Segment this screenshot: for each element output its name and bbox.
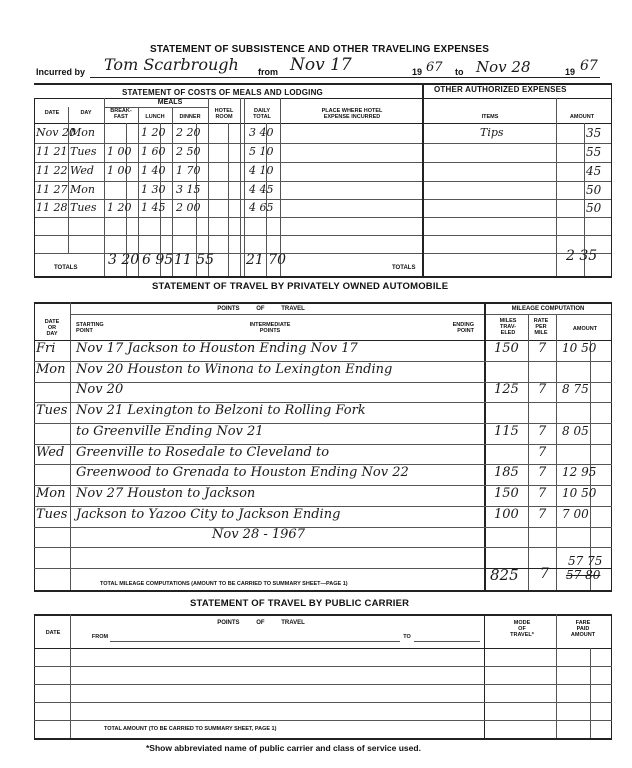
auto-day[interactable]: Fri	[36, 341, 56, 356]
auto-route[interactable]: Jackson to Yazoo City to Jackson Ending	[76, 507, 341, 522]
meal-daily-total[interactable]: 3 40	[249, 126, 274, 139]
auto-route[interactable]: Nov 28 - 1967	[212, 527, 305, 542]
total-daily[interactable]: 21 70	[246, 252, 287, 268]
meals-label: MEALS	[157, 99, 183, 106]
other-section-title: OTHER AUTHORIZED EXPENSES	[434, 85, 567, 94]
auto-rate[interactable]: 7	[538, 486, 547, 501]
col-items: ITEMS	[481, 114, 499, 120]
col-lunch: LUNCH	[145, 114, 165, 120]
col-hotel: HOTEL ROOM	[214, 108, 234, 120]
other-amount[interactable]: 50	[586, 183, 602, 197]
meal-dinner[interactable]: 2 50	[176, 145, 201, 158]
carrier-col-date: DATE	[45, 630, 61, 636]
meal-date[interactable]: 11 22	[36, 164, 68, 177]
meal-breakfast[interactable]: 1 20	[107, 201, 132, 214]
meal-breakfast[interactable]: 1 00	[107, 164, 132, 177]
auto-amount[interactable]: 12 95	[562, 465, 597, 479]
auto-miles[interactable]: 100	[494, 507, 519, 522]
meal-daily-total[interactable]: 4 45	[249, 183, 274, 196]
auto-day[interactable]: Wed	[36, 445, 65, 460]
total-lunch[interactable]: 6 95	[142, 252, 174, 268]
auto-miles[interactable]: 150	[494, 486, 519, 501]
year-prefix-1: 19	[412, 67, 423, 77]
meal-daily-total[interactable]: 4 65	[249, 201, 274, 214]
meal-lunch[interactable]: 1 30	[141, 183, 166, 196]
carrier-footnote: *Show abbreviated name of public carrier and class of service used.	[146, 743, 421, 753]
auto-route[interactable]: Greenwood to Grenada to Houston Ending Nov 22	[76, 465, 409, 480]
carrier-col-fare: FARE PAID AMOUNT	[570, 620, 596, 638]
auto-col-intermediate: INTERMEDIATE POINTS	[249, 322, 291, 334]
meal-date[interactable]: 11 21	[36, 145, 68, 158]
col-breakfast: BREAK- FAST	[110, 108, 132, 120]
meal-day[interactable]: Tues	[70, 145, 97, 158]
meal-date[interactable]: 11 28	[36, 201, 68, 214]
meal-daily-total[interactable]: 4 10	[249, 164, 274, 177]
carrier-section-title: STATEMENT OF TRAVEL BY PUBLIC CARRIER	[190, 598, 410, 609]
auto-col-amount: AMOUNT	[572, 326, 598, 332]
meals-totals-label: TOTALS	[54, 265, 78, 271]
auto-day[interactable]: Mon	[36, 486, 66, 501]
auto-route[interactable]: Nov 20	[76, 382, 124, 397]
auto-route[interactable]: Nov 21 Lexington to Belzoni to Rolling Fork	[76, 403, 366, 418]
to-label: to	[455, 67, 464, 77]
auto-rate[interactable]: 7	[538, 507, 547, 522]
meal-day[interactable]: Wed	[70, 164, 94, 177]
total-breakfast[interactable]: 3 20	[108, 252, 140, 268]
auto-rate[interactable]: 7	[538, 465, 547, 480]
meal-lunch[interactable]: 1 45	[141, 201, 166, 214]
auto-col-starting: STARTING POINT	[76, 322, 104, 334]
carrier-col-mode: MODE OF TRAVEL*	[510, 620, 534, 638]
auto-col-date: DATE OR DAY	[44, 319, 60, 337]
col-daily: DAILY TOTAL	[253, 108, 271, 120]
auto-rate[interactable]: 7	[538, 341, 547, 356]
other-amount[interactable]: 55	[586, 145, 602, 159]
auto-section-title: STATEMENT OF TRAVEL BY PRIVATELY OWNED AUTOMOBILE	[152, 281, 449, 292]
other-total-amount[interactable]: 2 35	[566, 248, 598, 264]
auto-day[interactable]: Tues	[36, 507, 68, 522]
auto-rate[interactable]: 7	[538, 445, 547, 460]
auto-route[interactable]: Nov 27 Houston to Jackson	[76, 486, 256, 501]
auto-amount[interactable]: 8 75	[562, 382, 589, 396]
auto-rate[interactable]: 7	[538, 382, 547, 397]
auto-amount[interactable]: 8 05	[562, 424, 589, 438]
meal-dinner[interactable]: 3 15	[176, 183, 201, 196]
carrier-from-label: FROM	[91, 634, 109, 640]
year-2[interactable]: 67	[580, 58, 598, 74]
meal-day[interactable]: Mon	[70, 126, 95, 139]
auto-route[interactable]: Nov 17 Jackson to Houston Ending Nov 17	[76, 341, 358, 356]
auto-route[interactable]: Nov 20 Houston to Winona to Lexington Ending	[76, 362, 393, 377]
carrier-total-label: TOTAL AMOUNT (TO BE CARRIED TO SUMMARY SHEET, PAGE 1)	[104, 726, 277, 732]
meals-section-title: STATEMENT OF COSTS OF MEALS AND LODGING	[122, 88, 323, 97]
col-place: PLACE WHERE HOTEL EXPENSE INCURRED	[321, 108, 383, 120]
auto-total-label: TOTAL MILEAGE COMPUTATIONS (AMOUNT TO BE CARRIED TO SUMMARY SHEET—PAGE 1)	[100, 581, 348, 587]
incurred-label: Incurred by	[36, 67, 86, 77]
auto-miles[interactable]: 150	[494, 341, 519, 356]
form-title: STATEMENT OF SUBSISTENCE AND OTHER TRAVELING EXPENSES	[150, 44, 490, 55]
other-amount[interactable]: 45	[586, 164, 602, 178]
meal-lunch[interactable]: 1 60	[141, 145, 166, 158]
meal-day[interactable]: Mon	[70, 183, 95, 196]
auto-miles[interactable]: 115	[494, 424, 519, 439]
meal-dinner[interactable]: 1 70	[176, 164, 201, 177]
col-day: DAY	[80, 110, 92, 116]
carrier-to-label: TO	[403, 634, 411, 640]
auto-route[interactable]: to Greenville Ending Nov 21	[76, 424, 264, 439]
meal-day[interactable]: Tues	[70, 201, 97, 214]
other-totals-label: TOTALS	[392, 265, 416, 271]
meal-date[interactable]: 11 27	[36, 183, 68, 196]
auto-total-rate[interactable]: 7	[540, 566, 549, 582]
meal-date[interactable]: Nov 20	[36, 126, 76, 139]
col-dinner: DINNER	[179, 114, 201, 120]
other-item[interactable]: Tips	[480, 126, 504, 139]
col-date: DATE	[44, 110, 60, 116]
incurred-name[interactable]: Tom Scarbrough	[104, 55, 239, 74]
auto-amount[interactable]: 7 00	[562, 507, 589, 521]
auto-amount[interactable]: 10 50	[562, 486, 597, 500]
meal-dinner[interactable]: 2 20	[176, 126, 201, 139]
auto-points-header: POINTS OF TRAVEL	[217, 306, 305, 312]
year-1[interactable]: 67	[426, 60, 443, 75]
auto-route[interactable]: Greenville to Rosedale to Cleveland to	[76, 445, 330, 460]
auto-day[interactable]: Tues	[36, 403, 68, 418]
auto-day[interactable]: Mon	[36, 362, 66, 377]
to-date[interactable]: Nov 28	[476, 58, 531, 76]
auto-total-miles[interactable]: 825	[490, 566, 519, 584]
auto-miles[interactable]: 125	[494, 382, 519, 397]
from-label: from	[258, 67, 278, 77]
year-prefix-2: 19	[565, 67, 576, 77]
auto-miles[interactable]: 185	[494, 465, 519, 480]
auto-rate[interactable]: 7	[538, 424, 547, 439]
mileage-header: MILEAGE COMPUTATION	[511, 306, 585, 312]
auto-amount[interactable]: 10 50	[562, 341, 597, 355]
auto-col-rate: RATE PER MILE	[533, 318, 549, 336]
other-amount[interactable]: 35	[586, 126, 602, 140]
meal-lunch[interactable]: 1 20	[141, 126, 166, 139]
other-amount[interactable]: 50	[586, 201, 602, 215]
from-date[interactable]: Nov 17	[290, 55, 352, 75]
auto-col-miles: MILES TRAV- ELED	[499, 318, 517, 336]
total-dinner[interactable]: 11 55	[174, 252, 215, 268]
auto-total-amount-top[interactable]: 57 75	[568, 554, 603, 568]
meal-lunch[interactable]: 1 40	[141, 164, 166, 177]
carrier-points-header: POINTS OF TRAVEL	[217, 620, 305, 626]
meal-daily-total[interactable]: 5 10	[249, 145, 274, 158]
meal-dinner[interactable]: 2 00	[176, 201, 201, 214]
col-amount: AMOUNT	[569, 114, 595, 120]
meal-breakfast[interactable]: 1 00	[107, 145, 132, 158]
auto-col-ending: ENDING POINT	[452, 322, 474, 334]
auto-total-amount[interactable]: 57 80	[566, 568, 601, 582]
